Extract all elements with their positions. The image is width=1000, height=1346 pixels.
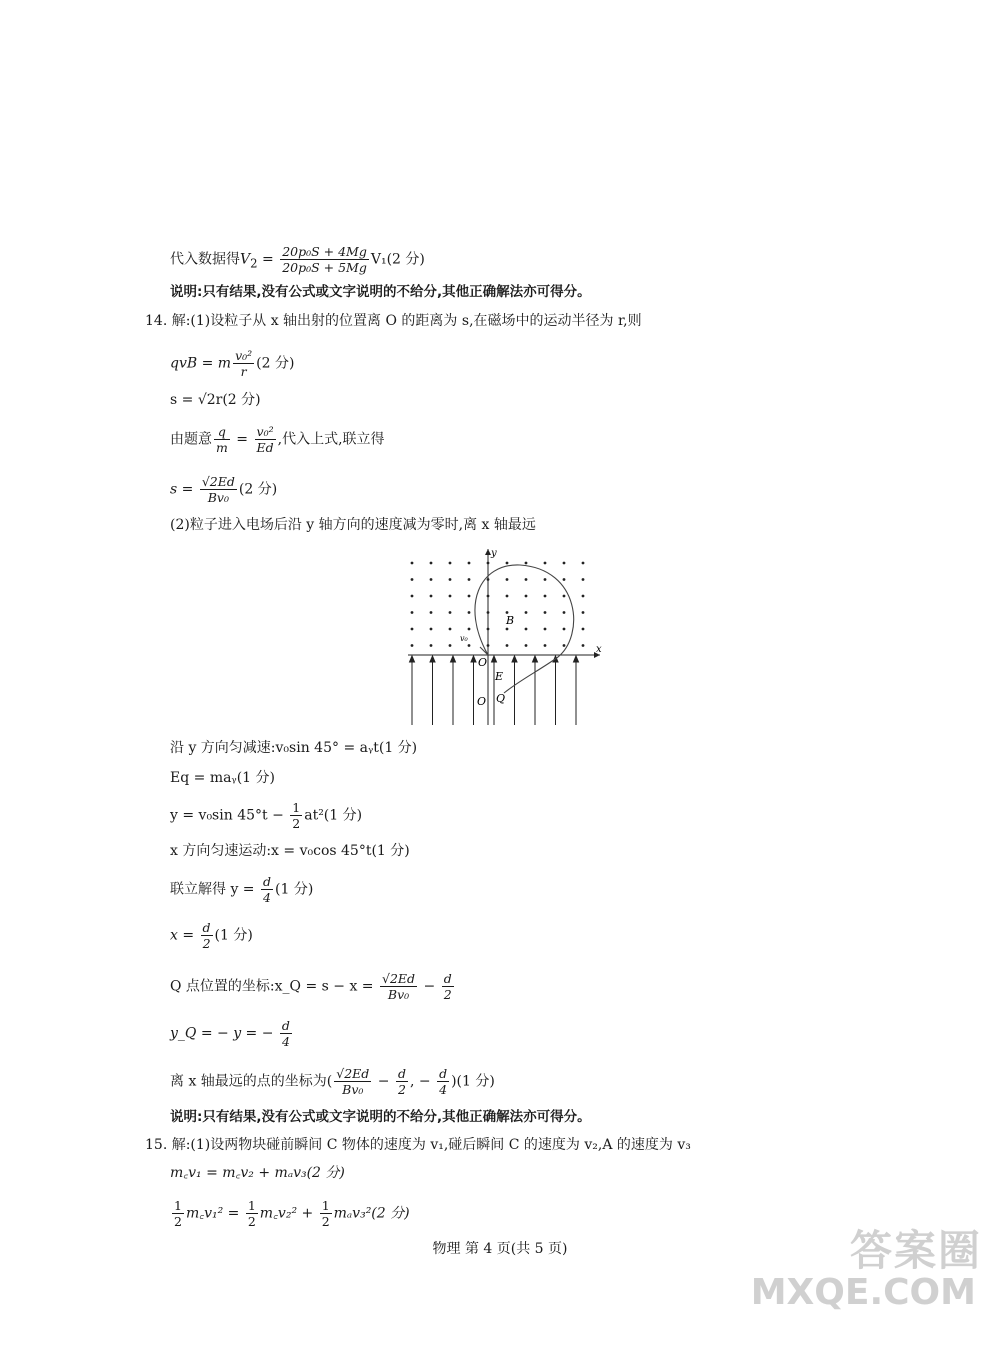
eq-s-result: s = $\frac{√2Ed}{\text{Bv₀}}$ (2 分) (170, 474, 278, 505)
magnetic-field-dot (449, 562, 452, 565)
q14-heading: 14. 解:(1)设粒子从 x 轴出射的位置离 O 的距离为 s,在磁场中的运动半径为 r,则 (145, 313, 642, 329)
fraction: $\frac{1}{2}$ (247, 1198, 256, 1229)
eq-momentum: m꜀v₁ = m꜀v₂ + mₐv₃(2 分) (170, 1165, 345, 1181)
electric-field-lines (410, 656, 579, 725)
magnetic-field-dot (582, 562, 585, 565)
q15-heading: 15. 解:(1)设两物块碰前瞬间 C 物体的速度为 v₁,碰后瞬间 C 的速度为 v₂,A 的速度为 v₃ (145, 1137, 691, 1153)
magnetic-field-dot (544, 611, 547, 614)
magnetic-field-dot (468, 644, 471, 647)
magnetic-field-dot (449, 578, 452, 581)
magnetic-field-dot (563, 628, 566, 631)
eq-x-result: x = $\frac{d}{2}$ (1 分) (170, 920, 253, 951)
fraction: $\frac{√2Ed}{\text{Bv₀}}$ (382, 971, 416, 1002)
fraction: $\frac{d}{4}$ (281, 1018, 290, 1049)
label-q: Q (496, 692, 506, 705)
magnetic-field-dot (525, 578, 528, 581)
label-x: x (596, 644, 602, 655)
magnetic-field-dot (449, 628, 452, 631)
eq-energy: $\frac{1}{2}$ m꜀v₁² = $\frac{1}{2}$ m꜀v₂² + $\frac{1}{2}$ mₐv₃²(2 分) (174, 1198, 410, 1229)
magnetic-field-dot (430, 562, 433, 565)
fraction: $\frac{√2Ed}{\text{Bv₀}}$ (336, 1066, 370, 1097)
electric-field-arrow (574, 656, 579, 662)
particle-trajectory (475, 565, 574, 693)
magnetic-field-dot (544, 628, 547, 631)
magnetic-field-dot (582, 628, 585, 631)
label-b: B (506, 614, 515, 627)
eq-y-result: 联立解得 y = $\frac{d}{4}$ (1 分) (170, 874, 314, 905)
electric-field-arrow (492, 656, 497, 662)
eq-y-decel: 沿 y 方向匀减速:v₀sin 45° = aᵧt(1 分) (170, 740, 418, 756)
electric-field-arrow (430, 656, 435, 662)
magnetic-field-dot (506, 595, 509, 598)
magnetic-field-dot (506, 644, 509, 647)
magnetic-field-dot (525, 595, 528, 598)
electric-field-arrow (471, 656, 476, 662)
magnetic-field-dot (525, 628, 528, 631)
label-y: y (491, 548, 497, 559)
magnetic-field-dot (411, 611, 414, 614)
magnetic-field-dot (525, 562, 528, 565)
magnetic-field-dot (544, 562, 547, 565)
fraction: $\frac{d}{2}$ (397, 1066, 406, 1097)
electric-field-arrow (512, 656, 517, 662)
watermark-logo: 答案圈 (849, 1226, 982, 1275)
fraction: $\frac{\text{v₀²}}{r}$ (235, 348, 253, 379)
fraction: $\frac{d}{2}$ (202, 920, 211, 951)
magnetic-field-dot (506, 628, 509, 631)
fraction: $\frac{\text{v₀²}}{Ed}$ (256, 424, 274, 455)
magnetic-field-dot (430, 595, 433, 598)
magnetic-field-dot (582, 611, 585, 614)
fraction: $\frac{\text{20p₀S + 4Mg}}{\text{20p₀S + 5Mg}}$ (282, 244, 367, 275)
part-2-heading: (2)粒子进入电场后沿 y 轴方向的速度减为零时,离 x 轴最远 (170, 517, 536, 533)
fraction: $\frac{q}{m}$ (216, 424, 228, 455)
eq-y-pos: y = v₀sin 45°t − $\frac{1}{2}$ at²(1 分) (170, 800, 363, 831)
page-footer: 物理 第 4 页(共 5 页) (432, 1241, 568, 1257)
magnetic-field-dot (430, 611, 433, 614)
magnetic-field-dot (411, 595, 414, 598)
magnetic-field-dot (563, 595, 566, 598)
magnetic-field-dot (563, 578, 566, 581)
eq-s: s = √2r(2 分) (170, 392, 261, 408)
magnetic-field-dot (430, 628, 433, 631)
eq-qvb: qvB = m $\frac{\text{v₀²}}{r}$ (2 分) (170, 348, 295, 379)
eq-eq: Eq = maᵧ(1 分) (170, 770, 275, 786)
magnetic-field-dot (411, 644, 414, 647)
eq-x-uniform: x 方向匀速运动:x = v₀cos 45°t(1 分) (170, 843, 410, 859)
electric-field-arrow (410, 656, 415, 662)
label-e: E (495, 670, 504, 683)
magnetic-field-dot (449, 595, 452, 598)
field-diagram (400, 545, 610, 730)
fraction: $\frac{1}{2}$ (174, 1198, 182, 1229)
magnetic-field-dot (544, 578, 547, 581)
eq-yq: y_Q = − y = − $\frac{d}{4}$ (170, 1018, 290, 1049)
magnetic-field-dot (506, 562, 509, 565)
magnetic-field-dot (563, 611, 566, 614)
magnetic-field-dot (582, 578, 585, 581)
fraction: $\frac{d}{2}$ (443, 971, 452, 1002)
magnetic-field-dot (411, 578, 414, 581)
magnetic-field-dot (582, 595, 585, 598)
magnetic-field-dot (468, 578, 471, 581)
magnetic-field-dot (468, 628, 471, 631)
magnetic-field-dot (525, 611, 528, 614)
fraction: $\frac{√2Ed}{\text{Bv₀}}$ (201, 474, 235, 505)
eq-farthest-point: 离 x 轴最远的点的坐标为( $\frac{√2Ed}{\text{Bv₀}}$ − $\frac{d}{2}$ , − $\frac{d}{4}$ )(1 分) (170, 1066, 495, 1097)
label-o-lower: O (477, 695, 487, 708)
magnetic-field-dot (411, 562, 414, 565)
note-2: 说明:只有结果,没有公式或文字说明的不给分,其他正确解法亦可得分。 (170, 1109, 591, 1125)
eq-xq: Q 点位置的坐标:x_Q = s − x = $\frac{√2Ed}{\text{Bv₀}}$ − $\frac{d}{2}$ (170, 971, 452, 1002)
fraction: $\frac{d}{4}$ (439, 1066, 448, 1097)
magnetic-field-dot (411, 628, 414, 631)
magnetic-field-dots (411, 562, 585, 647)
magnetic-field-dot (582, 644, 585, 647)
magnetic-field-dot (544, 644, 547, 647)
magnetic-field-dot (430, 644, 433, 647)
fraction: $\frac{1}{2}$ (321, 1198, 330, 1229)
note-1: 说明:只有结果,没有公式或文字说明的不给分,其他正确解法亦可得分。 (170, 284, 591, 300)
magnetic-field-dot (563, 644, 566, 647)
electric-field-arrow (533, 656, 538, 662)
label-v0: v₀ (460, 634, 468, 643)
eq-v2-line: 代入数据得$V_2$ = $\frac{\text{20p₀S + 4Mg}}{\text{20p₀S + 5Mg}}$ V₁(2 分) (170, 244, 425, 275)
magnetic-field-dot (563, 562, 566, 565)
magnetic-field-dot (468, 611, 471, 614)
magnetic-field-dot (449, 644, 452, 647)
magnetic-field-dot (468, 595, 471, 598)
label-origin: O (478, 656, 488, 669)
magnetic-field-dot (506, 578, 509, 581)
magnetic-field-dot (544, 595, 547, 598)
watermark-url: MXQE.COM (750, 1272, 976, 1313)
magnetic-field-dot (525, 644, 528, 647)
fraction: $\frac{d}{4}$ (263, 874, 272, 905)
eq-ratio: 由题意 $\frac{q}{m}$ = $\frac{\text{v₀²}}{Ed}$ ,代入上式,联立得 (170, 424, 385, 455)
electric-field-arrow (451, 656, 456, 662)
magnetic-field-dot (468, 562, 471, 565)
magnetic-field-dot (449, 611, 452, 614)
magnetic-field-dot (430, 578, 433, 581)
fraction: $\frac{1}{2}$ (292, 800, 301, 831)
